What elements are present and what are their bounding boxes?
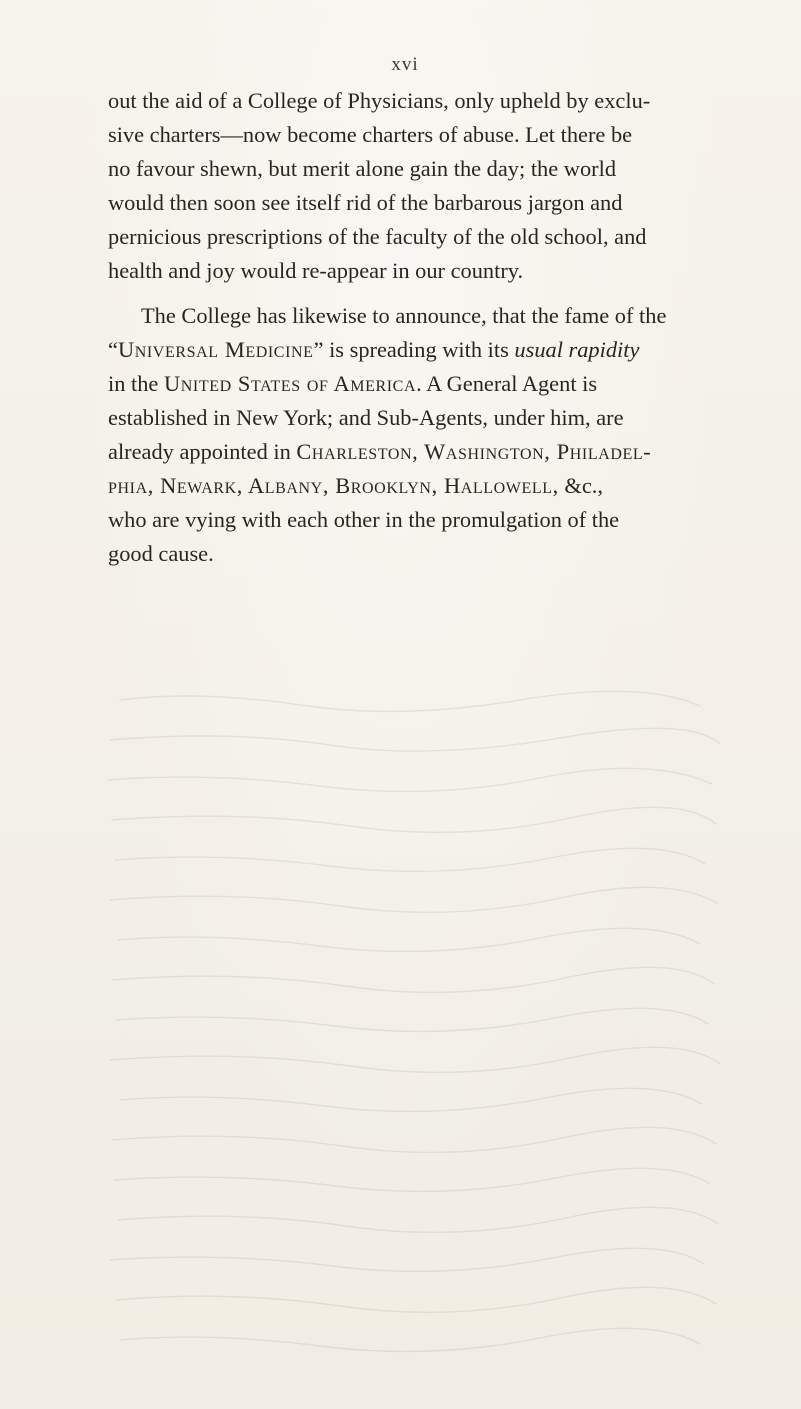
text-line: would then soon see itself rid of the barbarous jargon and (108, 189, 623, 215)
small-caps-run: Charleston, Washington, Philadel- (296, 439, 652, 465)
text-line: health and joy would re-appear in our country. (108, 257, 524, 283)
small-caps-run: United States of America (163, 371, 417, 397)
paragraph-2 (108, 299, 720, 570)
text-run: already appointed in (108, 439, 297, 465)
small-caps-run: Universal Medicine (117, 337, 314, 363)
text-line (108, 333, 720, 367)
paragraph-spacer (108, 287, 720, 299)
text-run: ” is spreading with its (313, 337, 515, 363)
text-line (108, 469, 720, 503)
text-run: &c., (558, 472, 603, 498)
text-run: The College has likewise to announce, that the fame of the (141, 303, 667, 329)
text-line: pernicious prescriptions of the faculty of the old school, and (108, 223, 647, 249)
text-line (108, 435, 720, 469)
text-line: who are vying with each other in the promulgation of the (108, 506, 620, 532)
text-run: in the (108, 371, 164, 397)
text-line: no favour shewn, but merit alone gain the day; the world (108, 155, 617, 181)
small-caps-run: phia, Newark, Albany, Brooklyn, Hallowell, (108, 472, 559, 498)
text-line: sive charters—now become charters of abuse. Let there be (108, 121, 633, 147)
body-text (108, 84, 720, 571)
text-line (108, 299, 720, 333)
open-quote: “ (108, 337, 118, 363)
italic-run: usual rapidity (514, 337, 640, 363)
text-run: . A General Agent is (416, 371, 598, 397)
paragraph-1 (108, 84, 720, 287)
text-line (108, 367, 720, 401)
text-line: out the aid of a College of Physicians, only upheld by exclu- (108, 88, 651, 113)
text-line: good cause. (108, 540, 214, 566)
text-line: established in New York; and Sub-Agents, under him, are (108, 405, 624, 431)
page-number: xvi (391, 54, 419, 75)
